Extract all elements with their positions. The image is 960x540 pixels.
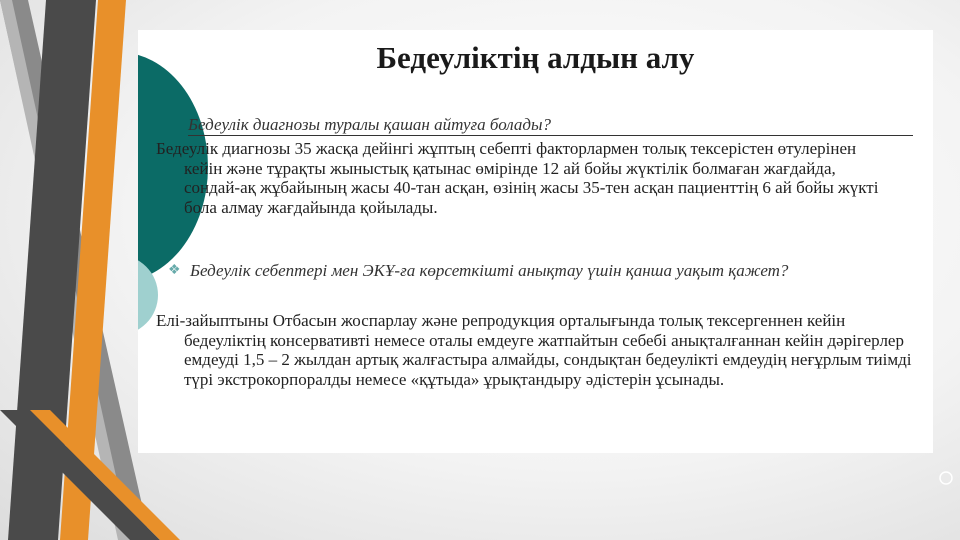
slide-title: Бедеуліктің алдын алу [376,40,695,75]
diamond-bullet-icon: ❖ [168,263,181,278]
question-1-block [188,114,913,136]
answer-2: Елі-зайыптыны Отбасын жоспарлау және репродукция орталығында толық тексергеннен кейін бедеуліктің консервативті немесе оталы емдеуге жатпайтын себебі анықталғаннан кейін дәрігерлер емдеуді 1,5 – 2 жылдан артық жалғастыра алмайды, сондықтан бедеулікті емдеудің неғұрлым тиімді түрі экстрокорпоралды немесе «құтыда» ұрықтандыру әдістерін ұсынады. [156,311,912,389]
slide-content-image [138,30,933,453]
answer-1: Бедеулік диагнозы 35 жасқа дейінгі жұптың себепті факторлармен толық тексерістен өтулерінен кейін және тұрақты жыныстық қатынас өмірінде 12 ай бойы жүктілік болмаған жағдайда, сондай-ақ жұбайының жасы 40-тан асқан, өзінің жасы 35-тен асқан пациенттің 6 ай бойы жүкті бола алмау жағдайында қойылады. [156,139,879,217]
question-2-block [168,261,848,281]
corner-circle-icon [940,472,952,484]
question-2: Бедеулік себептері мен ЭКҰ-ға көрсеткішті анықтау үшін қанша уақыт қажет? [190,261,789,280]
question-1: Бедеулік диагнозы туралы қашан айтуға болады? [188,114,913,136]
